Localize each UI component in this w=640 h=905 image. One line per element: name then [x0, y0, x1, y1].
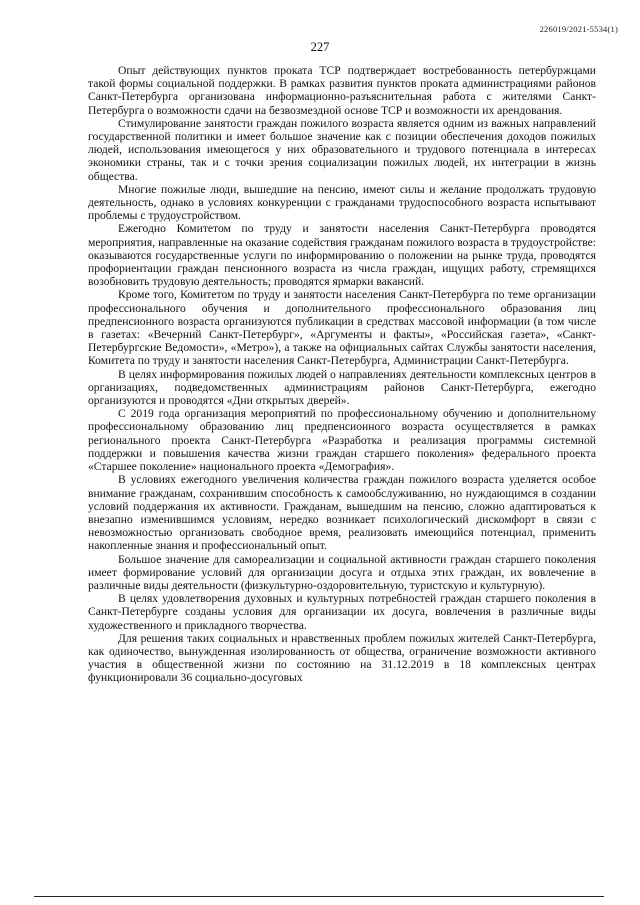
page-number: 227 — [310, 40, 330, 54]
bottom-scan-line — [34, 896, 604, 897]
paragraph-pensioners-work: Многие пожилые люди, вышедшие на пенсию, имеют силы и желание продолжать трудовую деятельность, однако в условиях конкуренции с гражданами трудоспособного возраста испытывают проблемы с трудоустройством. — [88, 182, 596, 223]
document-body — [88, 64, 596, 685]
paragraph-leisure-importance: Большое значение для самореализации и социальной активности граждан старшего поколения имеет формирование условий для организации досуга и отдыха этих граждан, их вовлечение в различные виды деятельности (физкультурно-оздоровительную, туристскую и культурную). — [88, 552, 596, 592]
document-id: 226019/2021-5534(1) — [539, 24, 618, 34]
paragraph-employment-stimulation: Стимулирование занятости граждан пожилого возраста является одним из важных направлений государственной политики и имеет большое значение как с позиции обеспечения доходов пожилых людей, использования имеющегося у них образовательного и трудового потенциала в интересах экономики страны, так и с точки зрения социализации пожилых людей, их интеграции в жизнь общества. — [88, 116, 596, 183]
paragraph-rental-points: Опыт действующих пунктов проката ТСР подтверждает востребованность петербуржцами такой формы социальной поддержки. В рамках развития пунктов проката администрациями районов Санкт-Петербурга организована информационно-разъяснительная работа с жителями Санкт-Петербурга о возможности сдачи на безвозмездной основе ТСР и возможности их арендования. — [88, 64, 596, 117]
paragraph-media-publications: Кроме того, Комитетом по труду и занятости населения Санкт-Петербурга по теме организации профессионального обучения и дополнительного профессионального образования лиц предпенсионного возраста организуются публикации в средствах массовой информации (в том числе в газетах: «Вечерний Санкт-Петербург», «Аргументы и факты», «Российская газета», «Санкт-Петербургские Ведомости», «Метро»), а также на официальных сайтах Службы занятости населения, Комитета по труду и занятости населения Санкт-Петербурга, Администрации Санкт-Петербурга. — [88, 288, 596, 368]
paragraph-labour-committee-events: Ежегодно Комитетом по труду и занятости населения Санкт-Петербурга проводятся мероприятия, направленные на оказание содействия гражданам пожилого возраста в трудоустройстве: оказываются государственные услуги по информированию о положении на рынке труда, проводятся профориентации граждан пенсионного возраста из числа граждан, ищущих работу, стремящихся возобновить трудовую деятельность; проводятся ярмарки вакансий. — [88, 222, 596, 289]
paragraph-social-clubs: Для решения таких социальных и нравственных проблем пожилых жителей Санкт-Петербурга, как одиночество, вынужденная изолированность от общества, ограничение возможности активного участия в общественной жизни по состоянию на 31.12.2019 в 18 комплексных центрах функционировали 36 социально-досуговых — [88, 631, 596, 685]
paragraph-active-aging: В условиях ежегодного увеличения количества граждан пожилого возраста уделяется особое внимание гражданам, сохранившим способность к самообслуживанию, но нуждающимся в создании условий поддержания их активности. Гражданам, вышедшим на пенсию, сложно адаптироваться к внезапно изменившимся условиям, нередко возникает психологический дискомфорт в связи с невозможностью организовать свободное время, реализовать имеющийся потенциал, применить накопленные знания и профессиональный опыт. — [88, 473, 596, 553]
paragraph-cultural-needs: В целях удовлетворения духовных и культурных потребностей граждан старшего поколения в Санкт-Петербурге созданы условия для организации их досуга, вовлечения в различные виды художественного и прикладного творчества. — [88, 592, 596, 632]
paragraph-regional-project: С 2019 года организация мероприятий по профессиональному обучению и дополнительному профессиональному образованию лиц предпенсионного возраста осуществляется в рамках регионального проекта Санкт-Петербурга «Разработка и реализация программы системной поддержки и повышения качества жизни граждан старшего поколения» федерального проекта «Старшее поколение» национального проекта «Демография». — [88, 407, 596, 474]
paragraph-open-days: В целях информирования пожилых людей о направлениях деятельности комплексных центров в организациях, подведомственных администрациям районов Санкт-Петербурга, ежегодно организуются и проводятся «Дни открытых дверей». — [88, 367, 596, 408]
